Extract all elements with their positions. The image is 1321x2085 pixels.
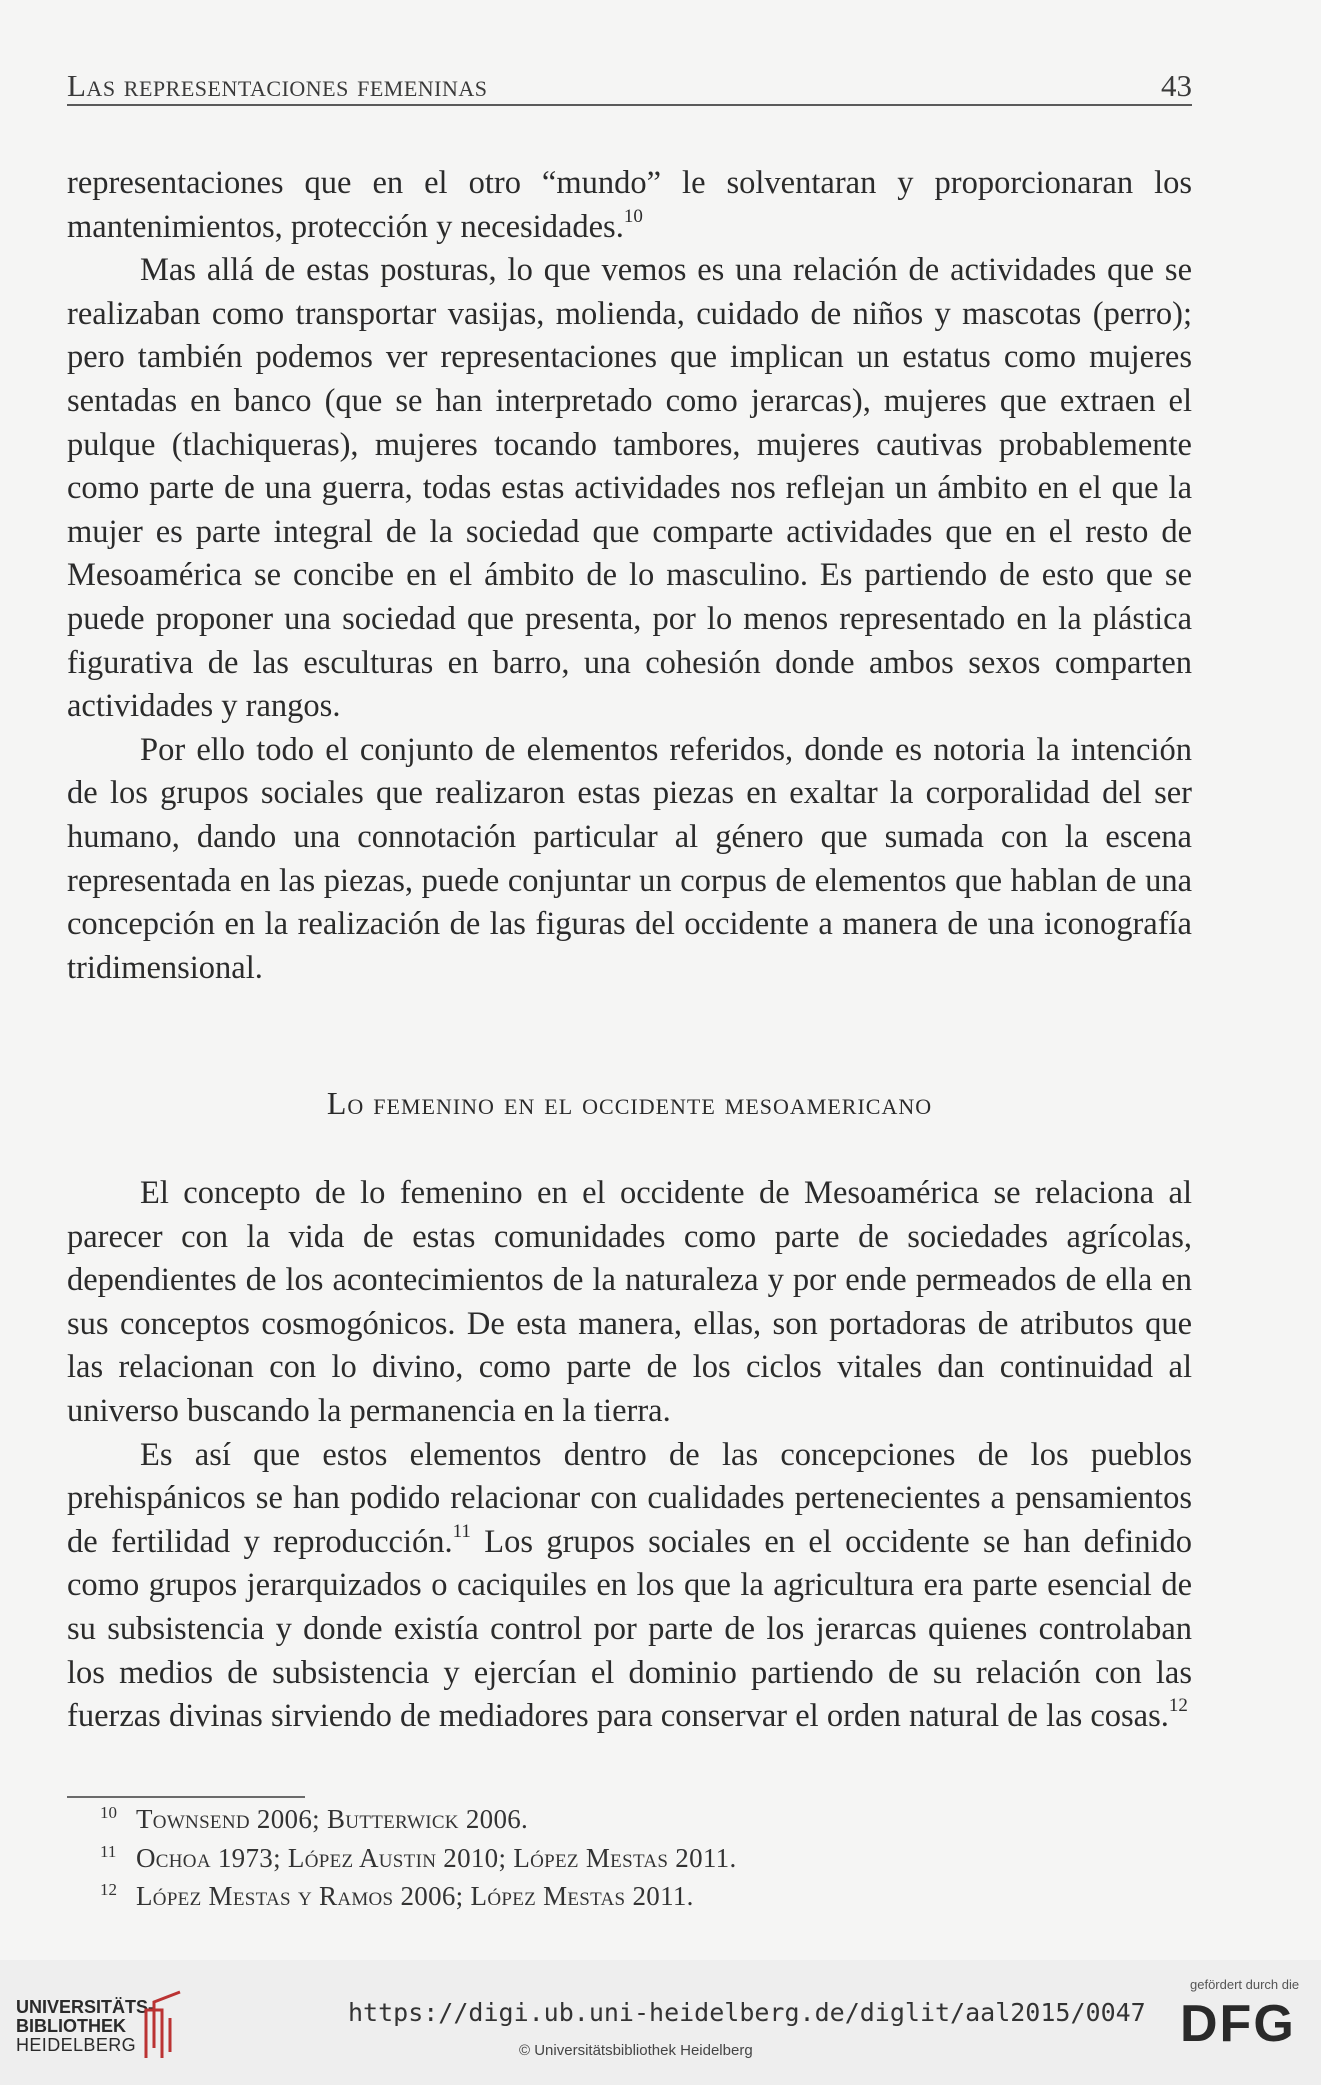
footnotes	[100, 1800, 1180, 1916]
footnote-text: Ochoa 1973; López Austin 2010; López Mestas 2011.	[136, 1842, 737, 1873]
paragraph: El concepto de lo femenino en el occidente de Mesoamérica se relaciona al parecer con la vida de estas comunidades como parte de sociedades agrícolas, dependientes de los acontecimientos de la naturaleza y por ende permeados de ella en sus conceptos cosmogónicos. De esta manera, ellas, son portadoras de atributos que las relacionan con lo divino, como parte de los ciclos vitales dan continuidad al universo buscando la permanencia en la tierra.	[67, 1175, 1192, 1429]
permalink-url[interactable]: https://digi.ub.uni-heidelberg.de/diglit/aal2015/0047	[348, 1998, 1146, 2027]
body-text-section-1	[67, 162, 1192, 990]
footnote-text: Townsend 2006; Butterwick 2006.	[136, 1804, 529, 1834]
paragraph-text: representaciones que en el otro “mundo” le solventaran y proporcionaran los mantenimientos, protección y necesidades.	[67, 165, 1192, 245]
body-text-section-2	[67, 1172, 1192, 1739]
library-logo-icon	[140, 1988, 186, 2062]
dfg-logo: DFG	[1180, 1995, 1296, 2053]
library-name-line: BIBLIOTHEK	[16, 2016, 126, 2036]
paragraph: Por ello todo el conjunto de elementos referidos, donde es notoria la intención de los grupos sociales que realizaron estas piezas en exaltar la corporalidad del ser humano, dando una connotación particular al género que sumada con la escena representada en las piezas, puede conjuntar un corpus de elementos que hablan de una concepción en la realización de las figuras del occidente a manera de una iconografía tridimensional.	[67, 731, 1192, 986]
footnote-marker[interactable]: 12	[1168, 1695, 1188, 1717]
running-header	[67, 64, 1192, 106]
paragraph	[67, 1434, 1192, 1739]
viewer-footer	[0, 1960, 1321, 2085]
footnote	[100, 1877, 1180, 1916]
paragraph-text: Los grupos sociales en el occidente se han definido como grupos jerarquizados o caciquiles en los que la agricultura era parte esencial de su subsistencia y donde existía control por parte de los jerarcas quienes controlaban los medios de subsistencia y ejercían el dominio partiendo de su relación con las fuerzas divinas sirviendo de mediadores para conservar el orden natural de las cosas.	[67, 1523, 1192, 1735]
paragraph-text: Es así que estos elementos dentro de las concepciones de los pueblos prehispánicos se han podido relacionar con cualidades pertenecientes a pensamientos de fertilidad y reproducción.	[67, 1436, 1192, 1560]
footnote-marker[interactable]: 11	[452, 1520, 471, 1542]
section-heading: Lo femenino en el occidente mesoamericano	[326, 1085, 933, 1121]
footnote	[100, 1800, 1180, 1839]
footnote-marker[interactable]: 10	[623, 205, 643, 227]
footnote-number: 11	[100, 1841, 117, 1861]
footnote-number: 10	[100, 1803, 117, 1822]
copyright-notice: © Universitätsbibliothek Heidelberg	[519, 2042, 753, 2059]
library-name-line: HEIDELBERG	[16, 2035, 137, 2055]
library-name-line: UNIVERSITÄTS-	[16, 1997, 155, 2017]
running-title: Las representaciones femeninas	[67, 68, 488, 103]
funder-note: gefördert durch die	[1190, 1977, 1300, 1992]
paragraph: Mas allá de estas posturas, lo que vemos es una relación de actividades que se realizaban como transportar vasijas, molienda, cuidado de niños y mascotas (perro); pero también podemos ver representaciones que implican un estatus como mujeres sentadas en banco (que se han interpretado como jerarcas), mujeres que extraen el pulque (tlachiqueras), mujeres tocando tambores, mujeres cautivas probablemente como parte de una guerra, todas estas actividades nos reflejan un ámbito en el que la mujer es parte integral de la sociedad que comparte actividades que en el resto de Mesoamérica se concibe en el ámbito de lo masculino. Es partiendo de esto que se puede proponer una sociedad que presenta, por lo menos representado en la plástica figurativa de las esculturas en barro, una cohesión donde ambos sexos comparten actividades y rangos.	[67, 252, 1192, 725]
library-name	[16, 1998, 154, 2055]
footnote-number: 12	[100, 1880, 117, 1899]
footnote-text: López Mestas y Ramos 2006; López Mestas 2011.	[136, 1881, 694, 1911]
paragraph	[67, 162, 1192, 249]
page-number: 43	[1161, 68, 1192, 103]
footnote	[100, 1839, 1180, 1878]
